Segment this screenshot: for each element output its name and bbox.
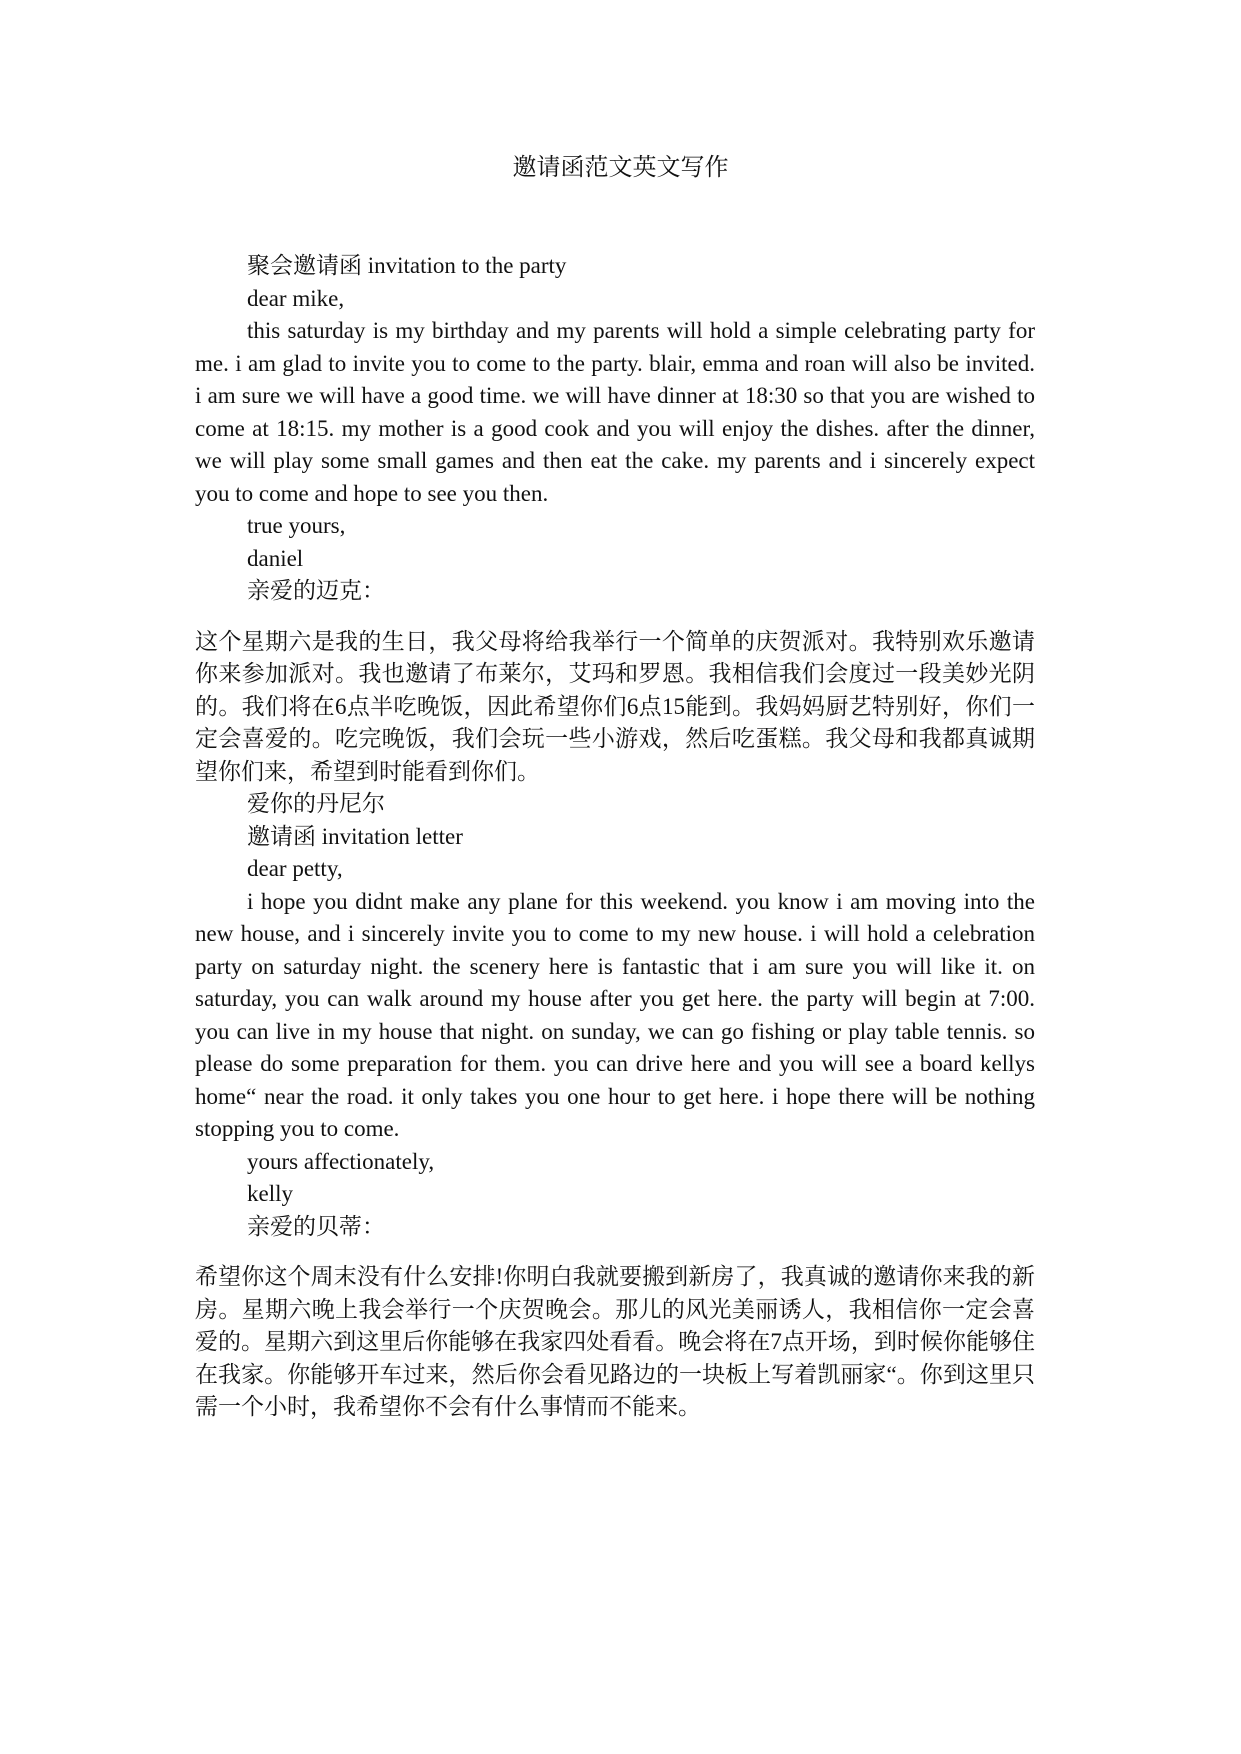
document-body (195, 250, 1035, 1424)
document-title: 邀请函范文英文写作 (512, 155, 729, 181)
letter2-closing: yours affectionately, (247, 1148, 435, 1174)
letter2-heading: 邀请函 invitation letter (247, 823, 463, 849)
letter2-signature: kelly (247, 1181, 293, 1206)
letter1-cn-body: 这个星期六是我的生日，我父母将给我举行一个简单的庆贺派对。我特别欢乐邀请你来参加派对。我也邀请了布莱尔，艾玛和罗恩。我相信我们会度过一段美妙光阴的。我们将在6点半吃晚饭，因此希望你们6点15能到。我妈妈厨艺特别好，你们一定会喜爱的。吃完晚饭，我们会玩一些小游戏，然后吃蛋糕。我父母和我都真诚期望你们来，希望到时能看到你们。 (195, 628, 1035, 784)
letter2-salutation: dear petty, (247, 856, 343, 881)
letter2-cn-salutation: 亲爱的贝蒂： (247, 1213, 385, 1239)
letter1-closing: true yours, (247, 513, 346, 538)
letter2-body: i hope you didnt make any plane for this weekend. you know i am moving into the new house, and i sincerely invite you to come to my new house. i will hold a celebration party on saturday night. the scenery here is fantastic that i am sure you will like it. on saturday, you can walk around my house after you get here. the party will begin at 7:00. you can live in my house that night. on sunday, we can go fishing or play table tennis. so please do some preparation for them. you can drive here and you will see a board kellys home“ near the road. it only takes you one hour to get here. i hope there will be nothing stopping you to come. (195, 888, 1035, 1141)
letter1-heading: 聚会邀请函 invitation to the party (247, 253, 567, 278)
letter2-cn-body: 希望你这个周末没有什么安排!你明白我就要搬到新房了，我真诚的邀请你来我的新房。星期六晚上我会举行一个庆贺晚会。那儿的风光美丽诱人，我相信你一定会喜爱的。星期六到这里后你能够在我家四处看看。晚会将在7点开场，到时候你能够住在我家。你能够开车过来，然后你会看见路边的一块板上写着凯丽家“。你到这里只需一个小时，我希望你不会有什么事情而不能来。 (195, 1264, 1035, 1419)
letter1-signature: daniel (247, 545, 304, 571)
letter1-salutation: dear mike, (247, 285, 345, 311)
letter1-cn-salutation: 亲爱的迈克： (247, 578, 385, 603)
letter1-body: this saturday is my birthday and my parents will hold a simple celebrating party for me. i am glad to invite you to come to the party. blair, emma and roan will also be invited. i am sure we will have a good time. we will have dinner at 18:30 so that you are wished to come at 18:15. my mother is a good cook and you will enjoy the dishes. after the dinner, we will play some small games and then eat the cake. my parents and i sincerely expect you to come and hope to see you then. (195, 318, 1035, 506)
letter1-cn-signature: 爱你的丹尼尔 (247, 791, 385, 816)
